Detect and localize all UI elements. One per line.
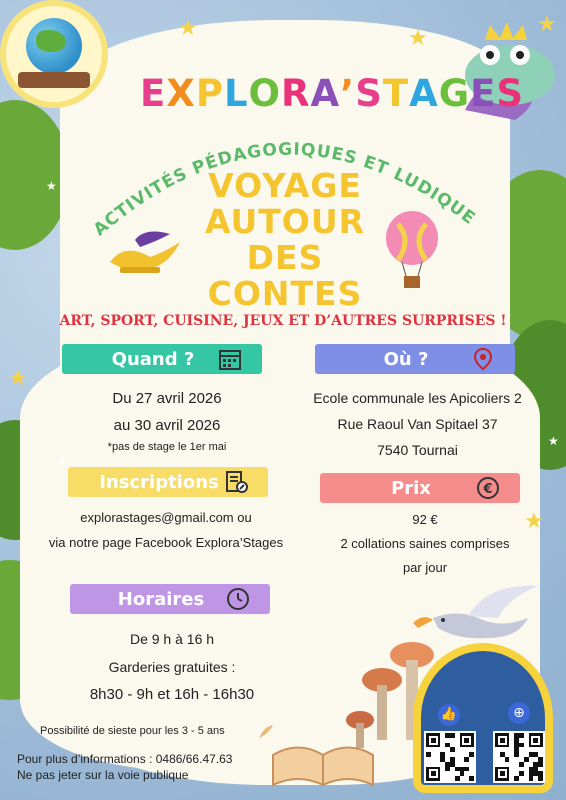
brand-letter: X — [166, 72, 196, 115]
inscriptions-header — [68, 467, 268, 497]
star-icon: ★ — [524, 509, 544, 534]
ou-header — [315, 344, 515, 374]
brand-letter: E — [470, 72, 497, 115]
headline-line-2: AUTOUR — [204, 202, 366, 241]
hot-air-balloon-illustration — [382, 210, 442, 290]
ou-street: Rue Raoul Van Spitael 37 — [337, 416, 498, 432]
brand-letter: T — [382, 72, 410, 115]
prix-header — [320, 473, 520, 503]
website-qr-code[interactable] — [493, 731, 545, 783]
magic-lamp-illustration — [100, 222, 185, 282]
star-icon: ★ — [548, 434, 559, 448]
brand-letter: S — [355, 72, 383, 115]
ou-details — [310, 385, 525, 463]
prix-label: Prix — [391, 477, 431, 499]
prix-note: 2 collations saines comprises — [340, 536, 510, 551]
form-pen-icon — [224, 470, 248, 494]
open-book-illustration — [268, 735, 378, 795]
ou-city: 7540 Tournai — [377, 442, 458, 458]
quand-note: *pas de stage le 1er mai — [107, 441, 227, 453]
brand-letter: R — [280, 72, 311, 115]
star-icon: ★ — [46, 179, 57, 193]
brand-letter: E — [140, 72, 167, 115]
inscriptions-details — [36, 505, 296, 555]
brand-letter: A — [409, 72, 439, 115]
sieste-note: Possibilité de sieste pour les 3 - 5 ans — [40, 725, 225, 737]
inscriptions-email: explorastages@gmail.com ou — [80, 510, 252, 525]
quand-details — [62, 385, 272, 455]
horaires-garderies-label: Garderies gratuites : — [108, 659, 236, 675]
quand-end: au 30 avril 2026 — [113, 417, 221, 434]
brand-letter: S — [496, 72, 525, 115]
facebook-qr-code[interactable] — [424, 731, 476, 783]
prix-note-suffix: par jour — [402, 560, 448, 575]
quand-label: Quand ? — [111, 348, 195, 370]
quand-start: Du 27 avril 2026 — [112, 390, 222, 407]
headline-line-3: DES CONTES — [207, 238, 363, 313]
headline-line-1: VOYAGE — [208, 166, 362, 205]
inscriptions-label: Inscriptions — [99, 471, 219, 493]
brand-letter: ’ — [340, 72, 356, 115]
public-notice: Ne pas jeter sur la voie publique — [17, 768, 189, 782]
activities-tagline: ART, SPORT, CUISINE, JEUX ET D’AUTRES SURPRISES ! — [59, 313, 507, 329]
quand-header — [62, 344, 262, 374]
star-icon: ★ — [537, 12, 557, 37]
euro-icon — [476, 476, 500, 500]
star-icon: ★ — [408, 26, 428, 51]
brand-letter: L — [223, 72, 249, 115]
ou-label: Où ? — [383, 348, 429, 370]
horaires-header — [70, 584, 270, 614]
logo — [0, 0, 108, 108]
inscriptions-facebook: via notre page Facebook Explora’Stages — [48, 535, 284, 550]
brand-letter: G — [438, 72, 471, 115]
arc-text: ACTIVITÉS PÉDAGOGIQUES ET LUDIQUE — [89, 139, 480, 241]
brand-letter: P — [195, 72, 224, 115]
ou-school: Ecole communale les Apicoliers 2 — [313, 390, 522, 406]
desk-illustration — [18, 72, 90, 88]
prix-amount: 92 € — [412, 512, 438, 527]
clock-icon — [226, 587, 250, 611]
star-icon: ★ — [178, 16, 198, 41]
svg-text:€: € — [483, 482, 493, 497]
quill-icon — [257, 723, 275, 741]
brand-letter: A — [310, 72, 341, 115]
brand-letter: O — [248, 72, 281, 115]
headline — [185, 168, 385, 312]
prix-details — [330, 508, 520, 580]
calendar-icon — [218, 347, 242, 371]
star-icon: ★ — [8, 366, 28, 391]
info-contact: Pour plus d’informations : 0486/66.47.63 — [17, 752, 233, 766]
star-icon: ★ — [57, 454, 68, 468]
location-pin-icon — [471, 347, 495, 371]
horaires-label: Horaires — [117, 588, 205, 610]
horaires-hours: De 9 h à 16 h — [129, 631, 215, 647]
horaires-details — [62, 625, 282, 709]
horaires-garderies-hours: 8h30 - 9h et 16h - 16h30 — [89, 686, 255, 703]
facebook-like-icon[interactable]: 👍 — [438, 704, 460, 726]
website-globe-icon[interactable]: ⊕ — [508, 702, 530, 724]
